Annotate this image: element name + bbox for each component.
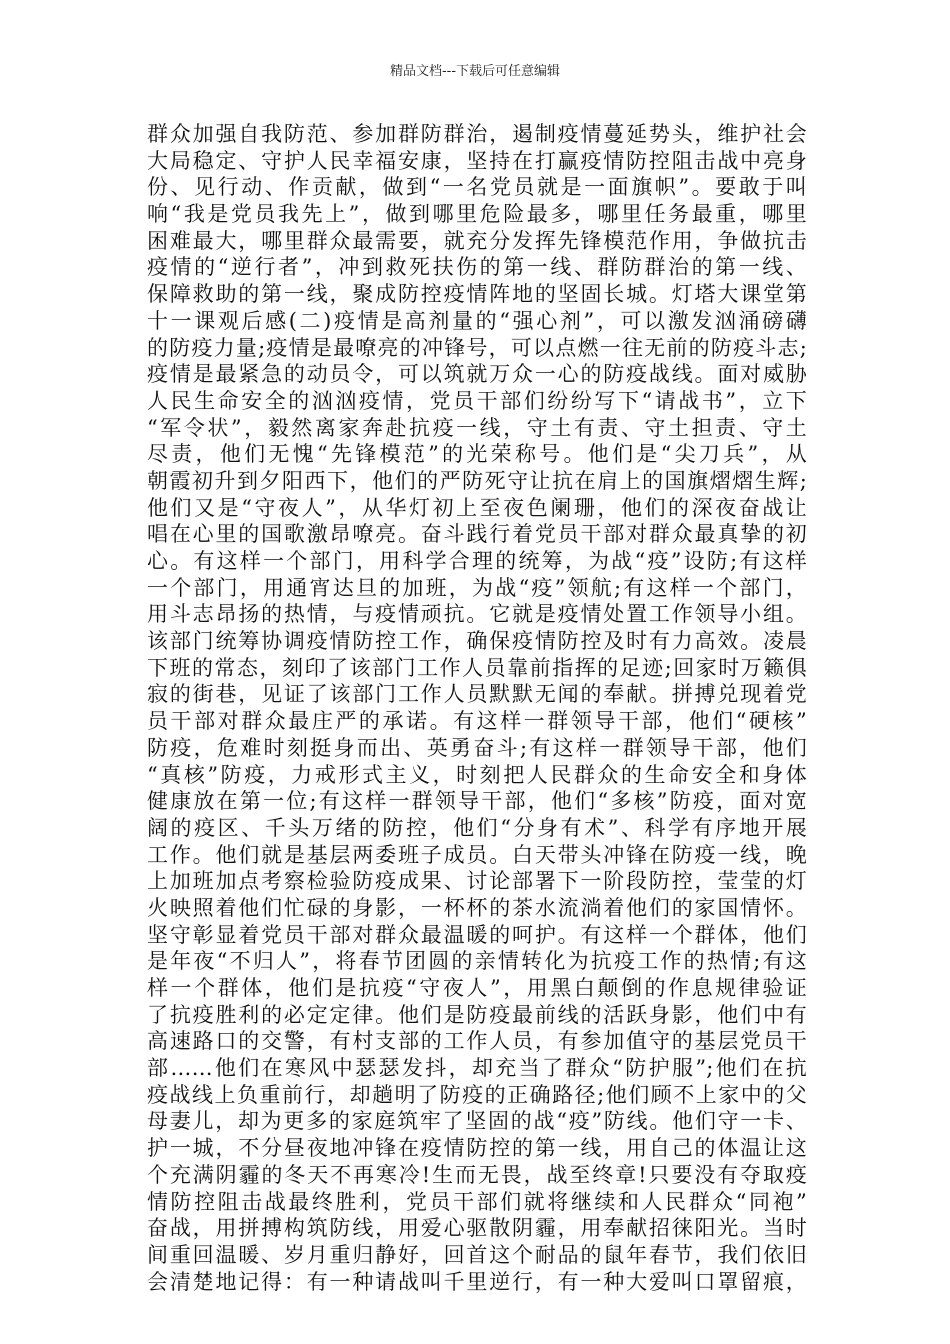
- text-line: 唱在心里的国歌激昂嘹亮。奋斗践行着党员干部对群众最真挚的初: [147, 522, 807, 547]
- article-body: [147, 121, 807, 1295]
- text-line: 疫战线上负重前行，却趟明了防疫的正确路径;他们顾不上家中的父: [147, 1082, 807, 1107]
- text-line: 是年夜“不归人”，将春节团圆的亲情转化为抗疫工作的热情;有这: [147, 949, 807, 974]
- text-line: 群众加强自我防范、参加群防群治，遏制疫情蔓延势头，维护社会: [147, 122, 807, 146]
- text-line: 困难最大，哪里群众最需要，就充分发挥先锋模范作用，争做抗击: [147, 228, 807, 253]
- text-line: 朝霞初升到夕阳西下，他们的严防死守让抗在肩上的国旗熠熠生辉;: [147, 468, 807, 493]
- text-line: 火映照着他们忙碌的身影，一杯杯的茶水流淌着他们的家国情怀。: [147, 895, 807, 920]
- text-line: 样一个群体，他们是抗疫“守夜人”，用黑白颠倒的作息规律验证: [147, 976, 807, 1000]
- text-line: 心。有这样一个部门，用科学合理的统筹，为战“疫”设防;有这样: [147, 549, 807, 573]
- text-line: 的防疫力量;疫情是最嘹亮的冲锋号，可以点燃一往无前的防疫斗志;: [147, 335, 807, 360]
- text-line: 一个部门，用通宵达旦的加班，为战“疫”领航;有这样一个部门，: [147, 575, 807, 600]
- text-line: 份、见行动、作贡献，做到“一名党员就是一面旗帜”。要敢于叫: [147, 175, 807, 200]
- text-line: 上加班加点考察检验防疫成果、讨论部署下一阶段防控，莹莹的灯: [147, 869, 807, 894]
- text-line: 十一课观后感(二)疫情是高剂量的“强心剂”，可以激发汹涌磅礴: [147, 308, 807, 333]
- text-line: 下班的常态，刻印了该部门工作人员靠前指挥的足迹;回家时万籁俱: [147, 655, 807, 680]
- text-line: 该部门统筹协调疫情防控工作，确保疫情防控及时有力高效。凌晨: [147, 629, 807, 654]
- text-line: 员干部对群众最庄严的承诺。有这样一群领导干部，他们“硬核”: [147, 709, 807, 734]
- text-line: 疫情是最紧急的动员令，可以筑就万众一心的防疫战线。面对威胁: [147, 362, 807, 387]
- text-line: 部……他们在寒风中瑟瑟发抖，却充当了群众“防护服”;他们在抗: [147, 1056, 807, 1081]
- text-line: 响“我是党员我先上”，做到哪里危险最多，哪里任务最重，哪里: [147, 202, 807, 227]
- text-line: 个充满阴霾的冬天不再寒冷!生而无畏，战至终章!只要没有夺取疫: [147, 1162, 807, 1187]
- text-line: 间重回温暖、岁月重归静好，回首这个耐品的鼠年春节，我们依旧: [147, 1242, 807, 1267]
- text-line: 健康放在第一位;有这样一群领导干部，他们“多核”防疫，面对宽: [147, 789, 807, 814]
- text-line: “军令状”，毅然离家奔赴抗疫一线，守土有责、守土担责、守土: [147, 415, 807, 440]
- text-line: “真核”防疫，力戒形式主义，时刻把人民群众的生命安全和身体: [147, 762, 807, 787]
- text-line: 大局稳定、守护人民幸福安康，坚持在打赢疫情防控阻击战中亮身: [147, 148, 807, 173]
- text-line: 他们又是“守夜人”，从华灯初上至夜色阑珊，他们的深夜奋战让: [147, 495, 807, 520]
- text-line: 母妻儿，却为更多的家庭筑牢了坚固的战“疫”防线。他们守一卡、: [147, 1109, 807, 1134]
- text-line: 用斗志昂扬的热情，与疫情顽抗。它就是疫情处置工作领导小组。: [147, 602, 807, 627]
- text-line: 寂的街巷，见证了该部门工作人员默默无闻的奉献。拼搏兑现着党: [147, 682, 807, 707]
- text-line: 尽责，他们无愧“先锋模范”的光荣称号。他们是“尖刀兵”，从: [147, 442, 807, 467]
- text-line: 护一城，不分昼夜地冲锋在疫情防控的第一线，用自己的体温让这: [147, 1136, 807, 1161]
- text-line: 人民生命安全的汹汹疫情，党员干部们纷纷写下“请战书”，立下: [147, 388, 807, 413]
- text-line: 疫情的“逆行者”，冲到救死扶伤的第一线、群防群治的第一线、: [147, 255, 807, 280]
- text-line: 情防控阻击战最终胜利，党员干部们就将继续和人民群众“同袍”: [147, 1189, 807, 1214]
- text-line: 工作。他们就是基层两委班子成员。白天带头冲锋在防疫一线，晚: [147, 842, 807, 867]
- text-line: 奋战，用拼搏构筑防线，用爱心驱散阴霾，用奉献招徕阳光。当时: [147, 1216, 807, 1241]
- text-line: 阔的疫区、千头万绪的防控，他们“分身有术”、科学有序地开展: [147, 815, 807, 840]
- text-line: 会清楚地记得：有一种请战叫千里逆行，有一种大爱叫口罩留痕，: [147, 1269, 807, 1294]
- text-line: 高速路口的交警，有村支部的工作人员，有参加值守的基层党员干: [147, 1029, 807, 1054]
- text-line: 坚守彰显着党员干部对群众最温暖的呵护。有这样一个群体，他们: [147, 922, 807, 947]
- text-line: 保障救助的第一线，聚成防控疫情阵地的坚固长城。灯塔大课堂第: [147, 282, 807, 307]
- text-line: 防疫，危难时刻挺身而出、英勇奋斗;有这样一群领导干部，他们: [147, 735, 807, 760]
- page-header: 精品文档---下载后可任意编辑: [389, 64, 561, 79]
- text-line: 了抗疫胜利的必定定律。他们是防疫最前线的活跃身影，他们中有: [147, 1002, 807, 1027]
